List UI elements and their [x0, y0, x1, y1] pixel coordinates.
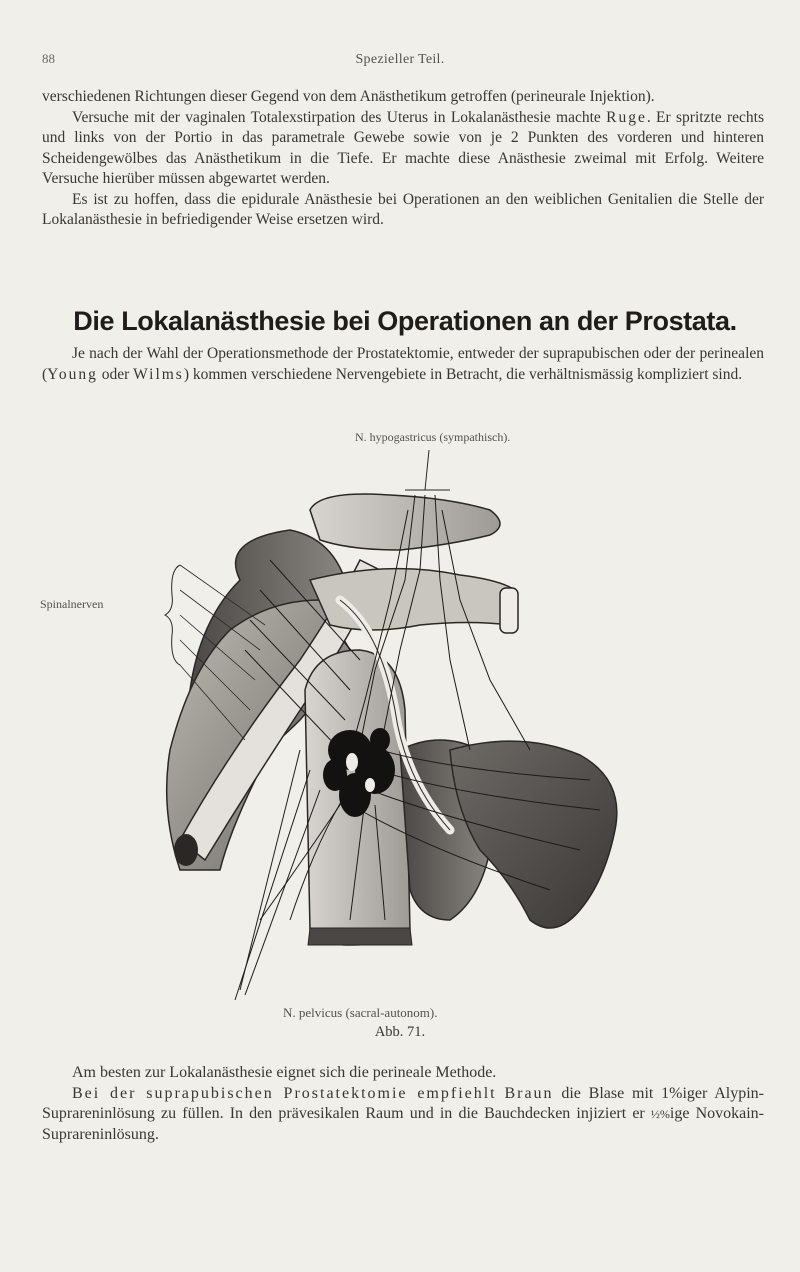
running-head: Spezieller Teil. — [355, 52, 445, 67]
text-run: ) kommen verschiedene Nervengebiete in Betracht, die verhältnismässig kompliziert sind. — [183, 365, 743, 383]
paragraph: verschiedenen Richtungen dieser Gegend von dem Anästhetikum getroffen (perineurale Injektion). — [42, 88, 655, 105]
text-run: oder — [97, 365, 134, 383]
section-heading: Die Lokalanästhesie bei Operationen an der Prostata. — [73, 306, 737, 336]
text-run: Versuche mit der vaginalen Totalexstirpation des Uterus in Lokalanästhesie machte — [72, 108, 601, 126]
paragraph: Am besten zur Lokalanästhesie eignet sich die perineale Methode. — [72, 1064, 497, 1081]
text-run: ige Novokain-Suprareninlösung. — [42, 1105, 764, 1143]
anatomical-illustration — [150, 450, 630, 1005]
text-run: . Er spritzte rechts und links von der Portio in das parametrale Gewebe sowie von je 2 Punkten des vorderen und hinteren Scheidengewölbes das Anästhetikum in die Tiefe. Er machte diese Anästhesie zweimal mit Erfolg. Weitere Versuche hierüber müssen abgewartet werden. — [42, 108, 764, 187]
vessel-end-shape — [174, 834, 198, 866]
bladder-shape — [450, 741, 617, 928]
label-hypogastricus: N. hypogastricus (sympathisch). — [355, 430, 511, 444]
rectum-base-shape — [308, 928, 412, 945]
figure-caption: Abb. 71. — [374, 1024, 426, 1040]
vessel-cut-shape — [500, 588, 518, 633]
paragraph — [42, 344, 764, 385]
intro-text — [42, 87, 764, 231]
pointer-line — [425, 450, 429, 490]
fraction: ½% — [650, 1107, 670, 1121]
paragraph: Es ist zu hoffen, dass die epidurale Anästhesie bei Operationen an den weiblichen Genitalien die Stelle der Lokalanästhesie in befriedigender Weise ersetzen wird. — [42, 190, 764, 228]
label-spinal-nerves: Spinalnerven — [40, 597, 104, 611]
author-name: Braun — [504, 1084, 554, 1102]
text-run: Je nach der Wahl der Operationsmethode der Prostatektomie, entweder der suprapubischen oder der perinealen ( — [42, 345, 764, 383]
after-text — [42, 1063, 764, 1145]
paragraph — [42, 108, 764, 190]
author-name: Ruge — [606, 108, 647, 126]
paragraph — [42, 1084, 764, 1146]
author-name: Wilms — [133, 365, 184, 383]
page-number: 88 — [42, 51, 55, 66]
author-name: Young — [47, 365, 98, 383]
label-brace — [165, 565, 180, 665]
text-run: die Blase mit 1%iger Alypin-Suprareninlösung zu füllen. In den prävesikalen Raum und in die Bauchdecken injiziert er — [42, 1084, 765, 1122]
vertebra-shape — [310, 494, 500, 550]
section-text — [42, 344, 764, 385]
text-run: Bei der suprapubischen Prostatektomie empfiehlt — [72, 1084, 497, 1102]
label-pelvicus: N. pelvicus (sacral-autonom). — [283, 1005, 438, 1020]
